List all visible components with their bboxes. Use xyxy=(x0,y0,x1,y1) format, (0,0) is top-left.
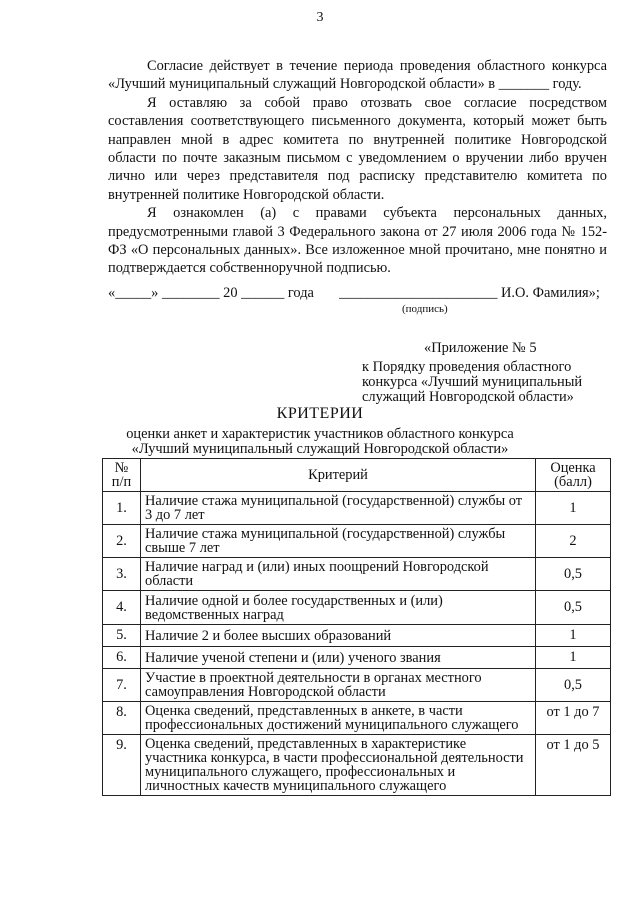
row-criterion: Оценка сведений, представленных в характеристике участника конкурса, в части профессиональной деятельности муниципального служащего, профессиональных и личностных качеств муниципального служащего xyxy=(141,735,536,796)
row-score: 0,5 xyxy=(536,591,611,625)
header-criterion: Критерий xyxy=(141,459,536,492)
consent-text xyxy=(108,57,607,278)
row-score: 0,5 xyxy=(536,558,611,591)
row-criterion: Наличие ученой степени и (или) ученого звания xyxy=(141,647,536,669)
row-criterion: Наличие наград и (или) иных поощрений Новгородской области xyxy=(141,558,536,591)
appendix-header xyxy=(362,341,622,405)
signature-line: «_____» ________ 20 ______ года ______________________ И.О. Фамилия»; xyxy=(108,285,600,301)
appendix-title: «Приложение № 5 xyxy=(424,340,537,356)
appendix-line: конкурса «Лучший муниципальный xyxy=(362,374,583,390)
table-row xyxy=(103,525,611,558)
table-row xyxy=(103,558,611,591)
header-number-line: п/п xyxy=(111,474,132,490)
table-row xyxy=(103,669,611,702)
row-number: 5. xyxy=(103,625,141,647)
header-number xyxy=(103,459,141,492)
header-score xyxy=(536,459,611,492)
header-score-line: Оценка xyxy=(550,460,596,476)
criteria-table xyxy=(102,458,611,796)
row-number: 3. xyxy=(103,558,141,591)
row-number: 9. xyxy=(103,735,141,796)
row-number: 8. xyxy=(103,702,141,735)
table-row xyxy=(103,591,611,625)
row-criterion: Участие в проектной деятельности в органах местного самоуправления Новгородской области xyxy=(141,669,536,702)
header-number-line: № xyxy=(114,460,129,476)
page-number: 3 xyxy=(316,10,324,25)
row-score: 1 xyxy=(536,647,611,669)
table-row xyxy=(103,735,611,796)
criteria-title: КРИТЕРИИ xyxy=(276,405,364,422)
table-row xyxy=(103,492,611,525)
row-score: от 1 до 7 xyxy=(536,702,611,735)
row-criterion: Наличие стажа муниципальной (государственной) службы от 3 до 7 лет xyxy=(141,492,536,525)
row-criterion: Наличие одной и более государственных и (или) ведомственных наград xyxy=(141,591,536,625)
paragraph-acknowledgement: Я ознакомлен (а) с правами субъекта персональных данных, предусмотренными главой 3 Федерального закона от 27 июля 2006 года № 152-ФЗ «О персональных данных». Все изложенное мной прочитано, мне понятно и подтверждается собственноручной подписью. xyxy=(108,205,607,277)
row-criterion: Наличие 2 и более высших образований xyxy=(141,625,536,647)
row-score: 1 xyxy=(536,625,611,647)
row-number: 1. xyxy=(103,492,141,525)
table-header-row xyxy=(103,459,611,492)
row-criterion: Наличие стажа муниципальной (государственной) службы свыше 7 лет xyxy=(141,525,536,558)
criteria-table-body xyxy=(103,492,611,796)
row-score: от 1 до 5 xyxy=(536,735,611,796)
row-number: 4. xyxy=(103,591,141,625)
paragraph-revoke-right: Я оставляю за собой право отозвать свое согласие посредством составления соответствующего письменного документа, который может быть направлен мной в адрес комитета по внутренней политике Новгородской области по почте заказным письмом с уведомлением о вручении либо вручен лично или через представителя под расписку представителю комитета по внутренней политике Новгородской области. xyxy=(108,94,607,203)
criteria-subtitle-line: оценки анкет и характеристик участников областного конкурса xyxy=(126,426,514,442)
table-row xyxy=(103,647,611,669)
appendix-line: к Порядку проведения областного xyxy=(362,359,572,375)
criteria-subtitle-line: «Лучший муниципальный служащий Новгородской области» xyxy=(131,441,509,457)
criteria-subtitle xyxy=(0,427,640,457)
row-score: 1 xyxy=(536,492,611,525)
paragraph-consent-period: Согласие действует в течение периода проведения областного конкурса «Лучший муниципальный служащий Новгородской области» в _______ году. xyxy=(108,58,607,93)
header-score-line: (балл) xyxy=(554,474,592,490)
row-criterion: Оценка сведений, представленных в анкете, в части профессиональных достижений муниципального служащего xyxy=(141,702,536,735)
table-row xyxy=(103,702,611,735)
appendix-line: служащий Новгородской области» xyxy=(362,389,574,405)
row-number: 2. xyxy=(103,525,141,558)
table-row xyxy=(103,625,611,647)
row-score: 2 xyxy=(536,525,611,558)
signature-label: (подпись) xyxy=(402,303,448,315)
row-score: 0,5 xyxy=(536,669,611,702)
row-number: 7. xyxy=(103,669,141,702)
row-number: 6. xyxy=(103,647,141,669)
